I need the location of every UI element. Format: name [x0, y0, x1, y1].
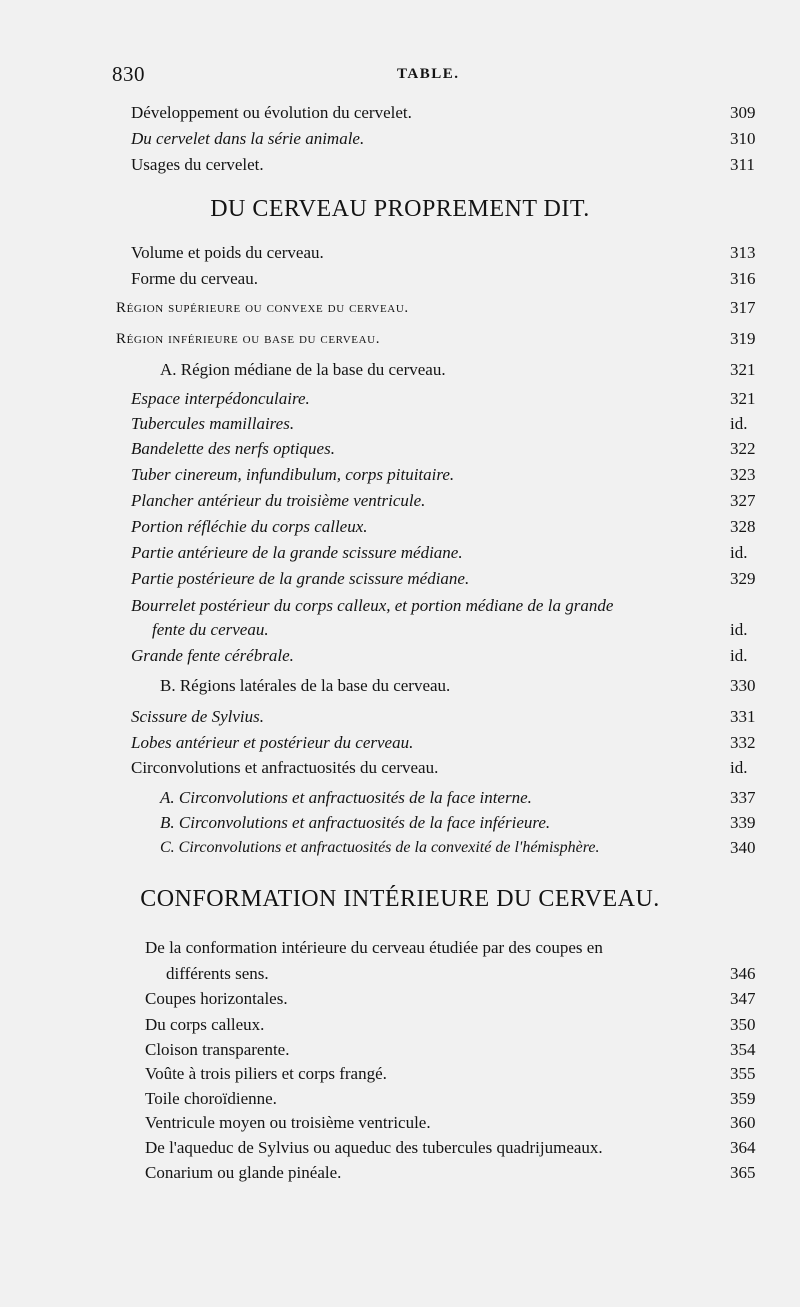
entry-page: 359	[730, 1089, 756, 1108]
entry-page: 337	[730, 788, 756, 807]
entry-page: 321	[730, 360, 756, 379]
entry-title: Partie postérieure de la grande scissure médiane.	[131, 569, 470, 588]
entry-page: 310	[730, 129, 756, 148]
toc-entry	[0, 296, 800, 320]
toc-entry	[0, 936, 800, 960]
entry-title: Lobes antérieur et postérieur du cerveau.	[131, 733, 414, 752]
entry-title: Tubercules mamillaires.	[131, 414, 295, 433]
entry-page: 309	[730, 103, 756, 122]
toc-entry	[0, 241, 800, 265]
toc-entry	[0, 463, 800, 487]
entry-page: id.	[730, 758, 748, 777]
toc-entry	[0, 811, 800, 835]
entry-page: 322	[730, 439, 756, 458]
toc-entry	[0, 644, 800, 668]
entry-page: 329	[730, 569, 756, 588]
entry-title: Tuber cinereum, infundibulum, corps pituitaire.	[131, 465, 455, 484]
entry-title: Volume et poids du cerveau.	[131, 243, 324, 262]
entry-title: Bandelette des nerfs optiques.	[131, 439, 335, 458]
entry-title: Grande fente cérébrale.	[131, 646, 294, 665]
entry-title: B. Régions latérales de la base du cerveau.	[160, 676, 451, 695]
toc-entry	[0, 674, 800, 698]
toc-entry	[0, 101, 800, 125]
entry-page: 354	[730, 1040, 756, 1059]
toc-entry	[0, 412, 800, 436]
toc-entry	[0, 1062, 800, 1086]
entry-page: 350	[730, 1015, 756, 1034]
section-heading: DU CERVEAU PROPREMENT DIT.	[210, 196, 590, 222]
entry-page: 317	[730, 298, 756, 317]
entry-title: Conarium ou glande pinéale.	[145, 1163, 342, 1182]
toc-entry	[0, 618, 800, 642]
entry-title: Du corps calleux.	[145, 1015, 265, 1034]
entry-page: 328	[730, 517, 756, 536]
entry-title: Du cervelet dans la série animale.	[131, 129, 365, 148]
toc-entry	[0, 515, 800, 539]
entry-page: 316	[730, 269, 756, 288]
entry-title: Région supérieure ou convexe du cerveau.	[116, 300, 409, 316]
toc-entry	[0, 387, 800, 411]
toc-entry	[0, 594, 800, 618]
toc-entry	[0, 489, 800, 513]
entry-page: id.	[730, 543, 748, 562]
entry-title: Espace interpédonculaire.	[131, 389, 310, 408]
toc-entry	[0, 567, 800, 591]
entry-title: De la conformation intérieure du cerveau étudiée par des coupes en	[145, 938, 603, 957]
entry-page: id.	[730, 414, 748, 433]
section-heading: CONFORMATION INTÉRIEURE DU CERVEAU.	[140, 886, 660, 912]
toc-entry	[0, 1136, 800, 1160]
toc-entry	[0, 358, 800, 382]
toc-entry	[0, 153, 800, 177]
toc-entry	[0, 705, 800, 729]
entry-page: 347	[730, 989, 756, 1008]
entry-page: 346	[730, 964, 756, 983]
entry-title: Développement ou évolution du cervelet.	[131, 103, 412, 122]
toc-entry	[0, 327, 800, 351]
entry-page: 331	[730, 707, 756, 726]
entry-title: Portion réfléchie du corps calleux.	[131, 517, 368, 536]
entry-title: Région inférieure ou base du cerveau.	[116, 331, 381, 347]
entry-title: Plancher antérieur du troisième ventricule.	[131, 491, 426, 510]
toc-entry	[0, 1111, 800, 1135]
toc-entry	[0, 127, 800, 151]
entry-title: Coupes horizontales.	[145, 989, 288, 1008]
entry-title: Cloison transparente.	[145, 1040, 290, 1059]
entry-page: 311	[730, 155, 755, 174]
entry-page: 321	[730, 389, 756, 408]
page-header	[112, 62, 760, 92]
entry-title: Ventricule moyen ou troisième ventricule.	[145, 1113, 431, 1132]
toc-entry	[0, 437, 800, 461]
entry-title: Circonvolutions et anfractuosités du cerveau.	[131, 758, 439, 777]
page-number: 830	[112, 62, 145, 86]
entry-page: 313	[730, 243, 756, 262]
entry-title: Voûte à trois piliers et corps frangé.	[145, 1064, 387, 1083]
entry-title: différents sens.	[166, 964, 269, 983]
toc-entry	[0, 756, 800, 780]
entry-page: 332	[730, 733, 756, 752]
toc-entry	[0, 1038, 800, 1062]
entry-title: Forme du cerveau.	[131, 269, 258, 288]
entry-title: C. Circonvolutions et anfractuosités de la convexité de l'hémisphère.	[160, 839, 600, 856]
entry-title: Scissure de Sylvius.	[131, 707, 264, 726]
toc-entry	[0, 836, 800, 860]
entry-title: A. Région médiane de la base du cerveau.	[160, 360, 446, 379]
entry-page: 360	[730, 1113, 756, 1132]
toc-entry	[0, 1087, 800, 1111]
entry-page: id.	[730, 646, 748, 665]
entry-page: 364	[730, 1138, 756, 1157]
entry-title: B. Circonvolutions et anfractuosités de la face inférieure.	[160, 813, 551, 832]
entry-page: 330	[730, 676, 756, 695]
entry-title: Bourrelet postérieur du corps calleux, et portion médiane de la grande	[131, 596, 614, 615]
running-title: TABLE.	[397, 66, 460, 82]
entry-page: 323	[730, 465, 756, 484]
entry-title: fente du cerveau.	[152, 620, 269, 639]
entry-page: 340	[730, 838, 756, 857]
toc-entry	[0, 786, 800, 810]
entry-page: 355	[730, 1064, 756, 1083]
entry-title: Toile choroïdienne.	[145, 1089, 277, 1108]
entry-page: id.	[730, 620, 748, 639]
toc-entry	[0, 541, 800, 565]
entry-title: A. Circonvolutions et anfractuosités de la face interne.	[160, 788, 532, 807]
entry-title: De l'aqueduc de Sylvius ou aqueduc des tubercules quadrijumeaux.	[145, 1138, 603, 1157]
toc-entry	[0, 731, 800, 755]
entry-title: Usages du cervelet.	[131, 155, 264, 174]
entry-title: Partie antérieure de la grande scissure médiane.	[131, 543, 463, 562]
toc-entry	[0, 1013, 800, 1037]
entry-page: 365	[730, 1163, 756, 1182]
entry-page: 319	[730, 329, 756, 348]
toc-entry	[0, 1161, 800, 1185]
toc-entry	[0, 987, 800, 1011]
entry-page: 327	[730, 491, 756, 510]
entry-page: 339	[730, 813, 756, 832]
toc-entry	[0, 962, 800, 986]
toc-entry	[0, 267, 800, 291]
